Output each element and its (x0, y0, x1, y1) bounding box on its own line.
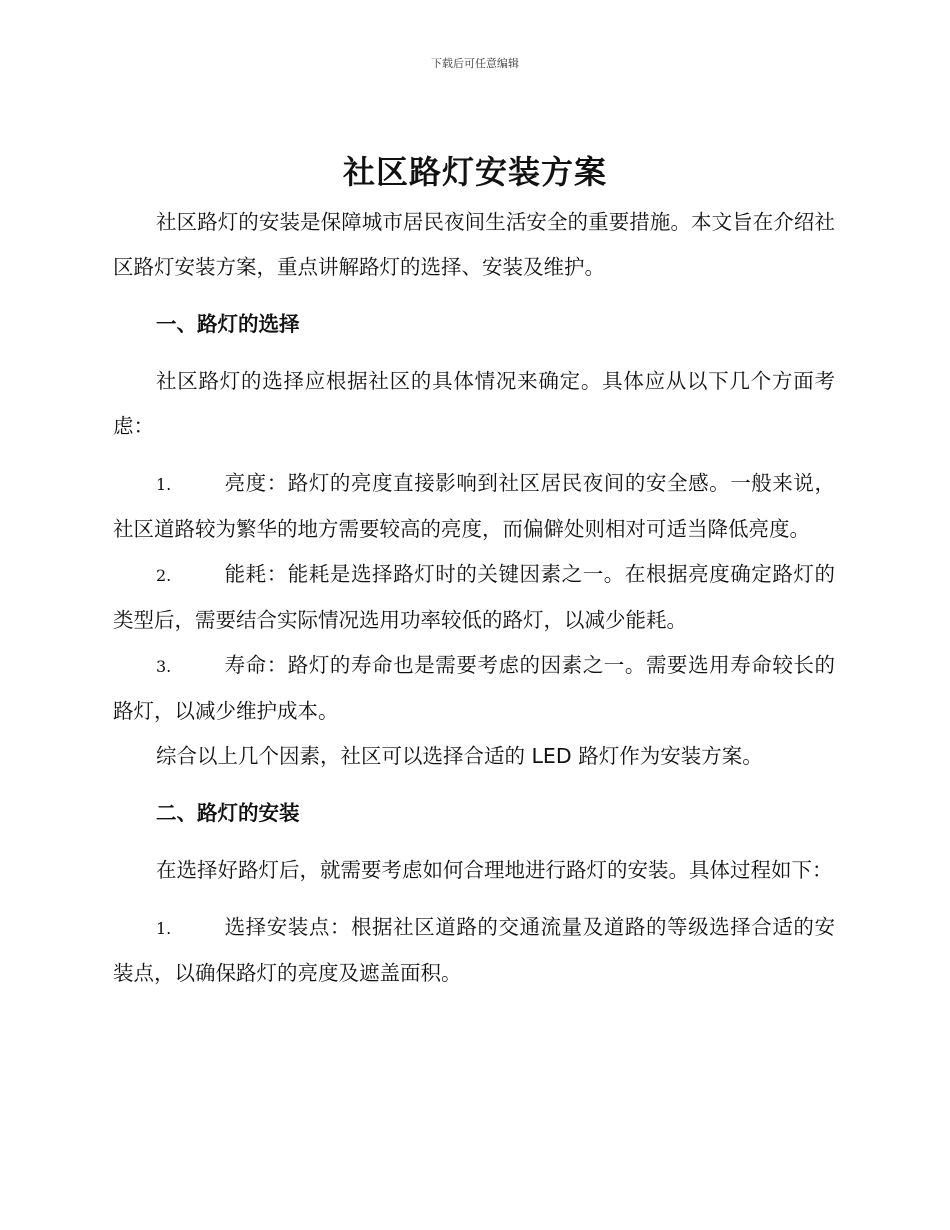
list-item (113, 643, 835, 734)
list-number: 1. (156, 475, 172, 494)
document-body (113, 200, 835, 996)
selection-lead-paragraph: 社区路灯的选择应根据社区的具体情况来确定。具体应从以下几个方面考虑： (113, 369, 835, 438)
list-number: 3. (156, 657, 172, 676)
list-item-text: 寿命：路灯的寿命也是需要考虑的因素之一。需要选用寿命较长的路灯，以减少维护成本。 (113, 653, 835, 723)
intro-paragraph: 社区路灯的安装是保障城市居民夜间生活安全的重要措施。本文旨在介绍社区路灯安装方案，重点讲解路灯的选择、安装及维护。 (113, 210, 835, 279)
list-item-text: 选择安装点：根据社区道路的交通流量及道路的等级选择合适的安装点，以确保路灯的亮度及遮盖面积。 (113, 915, 835, 985)
header-note: 下载后可任意编辑 (431, 57, 519, 70)
list-item-text: 能耗：能耗是选择路灯时的关键因素之一。在根据亮度确定路灯的类型后，需要结合实际情况选用功率较低的路灯，以减少能耗。 (113, 562, 835, 632)
page-title: 社区路灯安装方案 (342, 153, 607, 191)
list-item-text: 亮度：路灯的亮度直接影响到社区居民夜间的安全感。一般来说，社区道路较为繁华的地方需要较高的亮度，而偏僻处则相对可适当降低亮度。 (113, 471, 835, 541)
selection-summary-paragraph: 综合以上几个因素，社区可以选择合适的 LED 路灯作为安装方案。 (156, 744, 763, 768)
installation-lead-paragraph: 在选择好路灯后，就需要考虑如何合理地进行路灯的安装。具体过程如下： (156, 858, 833, 882)
list-item (113, 905, 835, 996)
list-number: 2. (156, 566, 172, 585)
list-item (113, 552, 835, 643)
section-heading-selection: 一、路灯的选择 (156, 312, 300, 336)
list-number: 1. (156, 919, 172, 938)
list-item (113, 461, 835, 552)
section-heading-installation: 二、路灯的安装 (156, 801, 300, 825)
